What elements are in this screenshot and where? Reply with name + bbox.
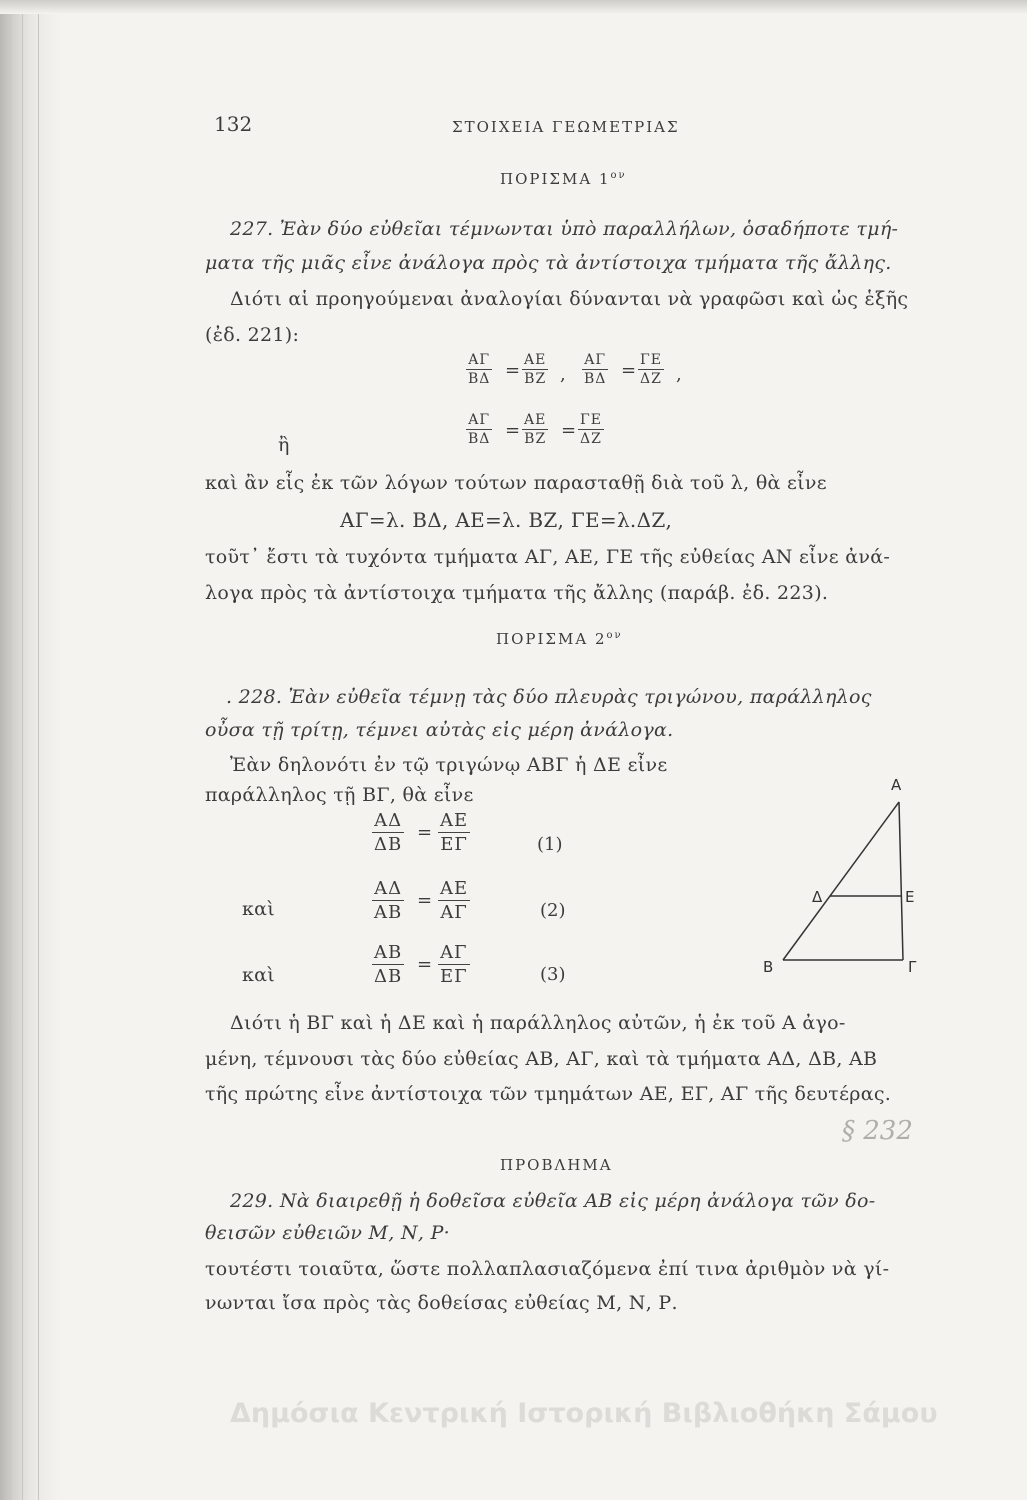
fraction-denominator: ΒΔ — [468, 371, 491, 387]
fraction-denominator: ΔΒ — [374, 966, 403, 987]
fraction-denominator: ΔΖ — [638, 369, 664, 387]
porisma-2-title-main: ΠΟΡΙΣΜΑ 2 — [496, 630, 607, 648]
paragraph-229-line-1: 229. Νὰ διαιρεθῇ ἡ δοθεῖσα εὐθεῖα ΑΒ εἰς μέρη ἀνάλογα τῶν δο- — [230, 1190, 876, 1212]
fraction-denominator: ΕΓ — [438, 832, 470, 855]
fraction — [372, 810, 404, 855]
porisma-2-title-sup: ον — [606, 630, 623, 641]
running-title: ΣΤΟΙΧΕΙΑ ΓΕΩΜΕΤΡΙΑΣ — [452, 118, 680, 136]
fraction-numerator: ΑΕ — [440, 810, 469, 831]
vertex-label-d: Δ — [812, 888, 823, 906]
fraction-denominator: ΒΖ — [522, 369, 548, 387]
comma: , — [676, 364, 682, 385]
paragraph-228-line-6: μένη, τέμνουσι τὰς δύο εὐθείας ΑΒ, ΑΓ, καὶ τὰ τμήματα ΑΔ, ΔΒ, ΑΒ — [205, 1048, 878, 1070]
fraction-numerator: ΓΕ — [640, 352, 662, 368]
fraction-denominator: ΒΔ — [584, 371, 607, 387]
fraction-numerator: ΑΔ — [374, 878, 403, 899]
paragraph-227-line-3: Διότι αἱ προηγούμεναι ἀναλογίαι δύνανται νὰ γραφῶσι καὶ ὡς ἑξῆς — [230, 288, 909, 310]
paragraph-227-line-8: λογα πρὸς τὰ ἀντίστοιχα τμήματα τῆς ἄλλης (παράβ. ἐδ. 223). — [205, 582, 829, 604]
fraction-numerator: ΑΓ — [440, 942, 468, 963]
equals-sign: = — [621, 360, 637, 381]
kai-word: καὶ — [242, 898, 276, 920]
page-edge-line — [22, 0, 23, 1500]
comma: , — [560, 364, 566, 385]
fraction-numerator: ΑΕ — [440, 878, 469, 899]
paragraph-228-line-7: τῆς πρώτης εἶνε ἀντίστοιχα τῶν τμημάτων ΑΕ, ΕΓ, ΑΓ τῆς δευτέρας. — [205, 1083, 892, 1105]
fraction-numerator: ΑΒ — [374, 942, 403, 963]
porisma-1-title-main: ΠΟΡΙΣΜΑ 1 — [500, 170, 611, 188]
fraction — [578, 412, 604, 447]
fraction — [438, 942, 470, 987]
triangle-figure — [748, 760, 948, 980]
porisma-1-title-sup: ον — [610, 170, 627, 181]
fraction-numerator: ΑΔ — [374, 810, 403, 831]
fraction-numerator: ΑΕ — [524, 412, 547, 428]
pencil-note: § 232 — [842, 1116, 913, 1146]
paragraph-229-line-4: νωνται ἴσα πρὸς τὰς δοθείσας εὐθείας Μ, Ν, Ρ. — [205, 1292, 678, 1314]
fraction — [522, 352, 548, 387]
page-binding-shadow — [0, 0, 60, 1500]
fraction-numerator: ΑΓ — [468, 412, 491, 428]
fraction-denominator: ΔΖ — [578, 429, 604, 447]
fraction-numerator: ΑΓ — [468, 352, 491, 368]
triangle-side-ag — [899, 802, 903, 960]
vertex-label-b: B — [763, 958, 774, 976]
paragraph-227-line-7: τοῦτ᾽ ἔστι τὰ τυχόντα τμήματα ΑΓ, ΑΕ, ΓΕ τῆς εὐθείας ΑΝ εἶνε ἀνά- — [205, 546, 891, 568]
fraction — [466, 412, 492, 447]
fraction — [582, 352, 608, 387]
page-edge-line — [38, 0, 39, 1500]
paragraph-228-line-5: Διότι ἡ ΒΓ καὶ ἡ ΔΕ καὶ ἡ παράλληλος αὐτῶν, ἡ ἐκ τοῦ Α ἀγο- — [230, 1012, 846, 1034]
fraction — [522, 412, 548, 447]
equals-sign: = — [417, 954, 433, 975]
paragraph-227-line-6: ΑΓ=λ. ΒΔ, ΑΕ=λ. ΒΖ, ΓΕ=λ.ΔΖ, — [340, 508, 673, 532]
fraction-numerator: ΑΕ — [524, 352, 547, 368]
equals-sign: = — [561, 420, 577, 441]
fraction-denominator: ΕΓ — [440, 966, 468, 987]
paragraph-228-line-1: . 228. Ἐὰν εὐθεῖα τέμνῃ τὰς δύο πλευρὰς τριγώνου, παράλληλος — [226, 686, 872, 708]
equals-sign: = — [505, 360, 521, 381]
fraction-numerator: ΑΓ — [584, 352, 607, 368]
fraction — [372, 878, 404, 923]
fraction-denominator: ΑΒ — [374, 902, 403, 923]
equals-sign: = — [505, 420, 521, 441]
equals-sign: = — [417, 890, 433, 911]
kai-word: καὶ — [242, 964, 276, 986]
paragraph-229-line-2: θεισῶν εὐθειῶν Μ, Ν, Ρ· — [205, 1222, 451, 1244]
paragraph-227-line-4: (ἐδ. 221): — [205, 324, 300, 346]
paragraph-228-line-3: Ἐὰν δηλονότι ἐν τῷ τριγώνῳ ΑΒΓ ἡ ΔΕ εἶνε — [230, 754, 668, 776]
fraction-denominator: ΑΓ — [438, 900, 470, 923]
vertex-label-e: E — [905, 888, 915, 906]
equation-tag: (3) — [540, 964, 566, 985]
fraction-denominator: ΒΖ — [522, 429, 548, 447]
fraction — [466, 352, 492, 387]
paragraph-227-line-1: 227. Ἐὰν δύο εὐθεῖαι τέμνωνται ὑπὸ παραλλήλων, ὁσαδήποτε τμή- — [230, 218, 899, 240]
vertex-label-g: Γ — [908, 958, 917, 976]
fraction — [638, 352, 664, 387]
fraction-denominator: ΒΔ — [468, 431, 491, 447]
porisma-2-title — [496, 630, 623, 648]
paragraph-228-line-2: οὖσα τῇ τρίτῃ, τέμνει αὐτὰς εἰς μέρη ἀνάλογα. — [205, 719, 674, 741]
equation-tag: (1) — [537, 834, 563, 855]
or-word: ἢ — [278, 434, 290, 456]
paragraph-227-line-5: καὶ ἂν εἷς ἐκ τῶν λόγων τούτων παρασταθῇ διὰ τοῦ λ, θὰ εἶνε — [205, 472, 827, 494]
fraction — [438, 810, 470, 855]
page-top-shadow — [0, 0, 1027, 14]
page-edge-line — [10, 0, 11, 1500]
fraction — [372, 942, 404, 987]
problima-title: ΠΡΟΒΛΗΜΑ — [500, 1156, 613, 1174]
triangle-side-ab — [783, 802, 899, 960]
fraction-denominator: ΔΒ — [374, 834, 403, 855]
fraction — [438, 878, 470, 923]
fraction-numerator: ΓΕ — [580, 412, 602, 428]
porisma-1-title — [500, 170, 627, 188]
page-number: 132 — [214, 112, 253, 136]
equation-tag: (2) — [540, 900, 566, 921]
vertex-label-a: A — [891, 776, 902, 794]
equals-sign: = — [417, 822, 433, 843]
library-watermark: Δημόσια Κεντρική Ιστορική Βιβλιοθήκη Σάμου — [230, 1398, 938, 1429]
paragraph-229-line-3: τουτέστι τοιαῦτα, ὥστε πολλαπλασιαζόμενα ἐπί τινα ἀριθμὸν νὰ γί- — [205, 1258, 890, 1280]
paragraph-228-line-4: παράλληλος τῇ ΒΓ, θὰ εἶνε — [205, 784, 474, 806]
paragraph-227-line-2: ματα τῆς μιᾶς εἶνε ἀνάλογα πρὸς τὰ ἀντίστοιχα τμήματα τῆς ἄλλης. — [205, 252, 892, 274]
